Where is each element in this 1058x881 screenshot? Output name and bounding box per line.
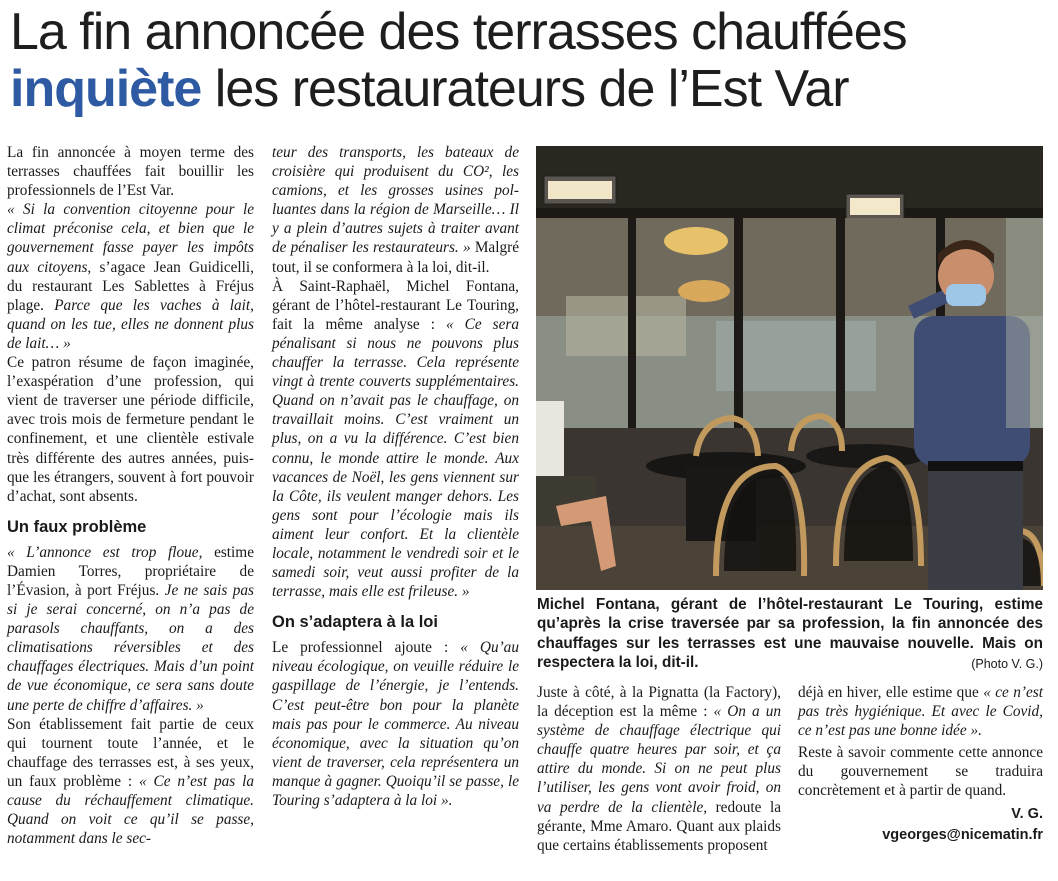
author-email[interactable]: vgeorges@nicematin.fr (882, 826, 1043, 843)
article-column-3 (537, 683, 781, 855)
paragraph: Ce patron résume de façon imaginée, l’exaspération d’une profession, qui vient de traverser une période difficile, avec trois mois de fermeture pendant le confinement, et une clientèle estivale très différente des autres années, puisque les étrangers, souvent à fort pouvoir d’achat, sont absents. (7, 354, 254, 505)
attribution: s’agace Jean Guidicelli, du restaurant Les Sablettes à Fréjus plage. (7, 258, 254, 314)
paragraph (7, 543, 254, 715)
paragraph (537, 683, 781, 855)
photo-caption (537, 595, 1043, 675)
quote: « L’annonce est trop floue, (7, 543, 203, 561)
article-column-1 (7, 143, 254, 848)
quote: « Qu’au niveau écologique, on veuille réduire le gaspillage de l’énergie, je l’entends. C’est peut-être bon pour la planète mais pas pour le commerce. Au niveau économique, avec la situation qu’on vient de traverser, cela représentera un manque à gagner. Quoiqu’il se passe, le Touring s’adaptera à la loi ». (272, 639, 519, 809)
paragraph (272, 277, 519, 602)
article-column-4 (798, 683, 1043, 845)
quote: teur des transports, les bateaux de croisière qui produisent du CO², les camions, et les grosses usines polluantes dans la région de Marseille… Il y a plein d’autres sujets à traiter avant de pénaliser les restaurateurs. » (272, 144, 519, 257)
quote: Je ne sais pas si je serai concerné, on n’a pas de parasols chauffants, on a des climatisations réversibles et des chauffages électriques. Mais d’un point de vue économique, ce sera sans doute une perte de chiffre d’affaires. » (7, 581, 255, 714)
paragraph (272, 638, 519, 810)
subheading: Un faux problème (7, 517, 147, 536)
photo-illustration (536, 146, 1043, 590)
article-column-2 (272, 143, 519, 810)
author-signature: V. G. (1011, 805, 1043, 822)
quote: « Ce sera pénalisant si nous ne pouvons plus chauffer la terrasse. Cela représente vingt à trente couverts supplémentaires. Quand on n’avait pas le chauffage, on travaillait moins. C’est vraiment un plus, on a vu la différence. C’est bien connu, le monde attire le monde. Aux vacances de Noël, les gens viennent sur la Côte, ils veulent manger dehors. Les gens sont pour l’écologie mais ils aiment leur confort. Et la clientèle locale, notamment le vendredi soir et le samedi soir, veut aussi profiter de la terrasse, mais elle est frileuse. » (272, 315, 519, 601)
quote: « On a un système de chauffage électrique qui chauffe quatre heures par soir, et ça attire du monde. Si on ne peut plus l’utiliser, les gens vont avoir froid, on va perdre de la clientèle, (537, 703, 781, 816)
headline-line2-rest: les restaurateurs de l’Est Var (201, 60, 849, 118)
quote: « ce n’est pas très hygiénique. Et avec le Covid, ce n’est pas une bonne idée ». (798, 684, 1043, 740)
text: Son établissement fait partie de ceux qui tournent toute l’année, et le chauffage des terrasses est, à ses yeux, un faux problème : (7, 715, 254, 790)
paragraph: La fin annoncée à moyen terme des terrasses chauffées fait bouillir les professionnels de l’Est Var. (7, 144, 254, 200)
paragraph (7, 200, 254, 353)
attribution: estime Damien Torres, propriétaire de l’Évasion, à port Fréjus. (7, 543, 254, 599)
paragraph (798, 683, 1043, 740)
photo-credit: (Photo V. G.) (971, 657, 1043, 672)
headline (10, 4, 1050, 118)
paragraph: Reste à savoir commente cette annonce du gouvernement se traduira concrètement et à partir de quand. (798, 744, 1043, 800)
headline-highlight: inquiète (10, 60, 202, 118)
headline-line2 (10, 61, 1050, 118)
quote: « Ce n’est pas la cause du réchauffement climatique. Quand on voit ce qu’il se passe, notamment dans le sec- (7, 772, 254, 848)
paragraph (7, 715, 254, 849)
caption-text: Michel Fontana, gérant de l’hôtel-restaurant Le Touring, estime qu’après la crise traversée par sa profession, la fin annoncée des chauffages sur les terrasses est une mauvaise nouvelle. Mais on respectera la loi, dit-il. (537, 596, 1043, 672)
quote: Parce que les vaches à lait, quand on les tue, elles ne donnent plus de lait… » (7, 296, 254, 352)
attribution: redoute la gérante, Mme Amaro. Quant aux plaids que certains établissements proposent (537, 798, 781, 854)
headline-line1: La fin annoncée des terrasses chauffées (10, 3, 907, 61)
text: Juste à côté, à la Pignatta (la Factory), la déception est la même : (537, 684, 781, 721)
restaurant-terrace-photo (536, 146, 1043, 590)
text: Le professionnel ajoute : (272, 639, 449, 657)
quote: « Si la convention citoyenne pour le climat préconise cela, et bien que le gouvernement fasse payer les impôts aux citoyens, (7, 201, 254, 276)
text: Malgré tout, il se conformera à la loi, dit-il. (272, 239, 520, 276)
subheading: On s’adaptera à la loi (272, 613, 438, 632)
paragraph (272, 143, 519, 277)
text: À Saint-Raphaël, Michel Fontana, gérant de l’hôtel-restaurant Le Touring, fait la même analyse : (272, 277, 519, 333)
text: déjà en hiver, elle estime que (798, 684, 979, 701)
